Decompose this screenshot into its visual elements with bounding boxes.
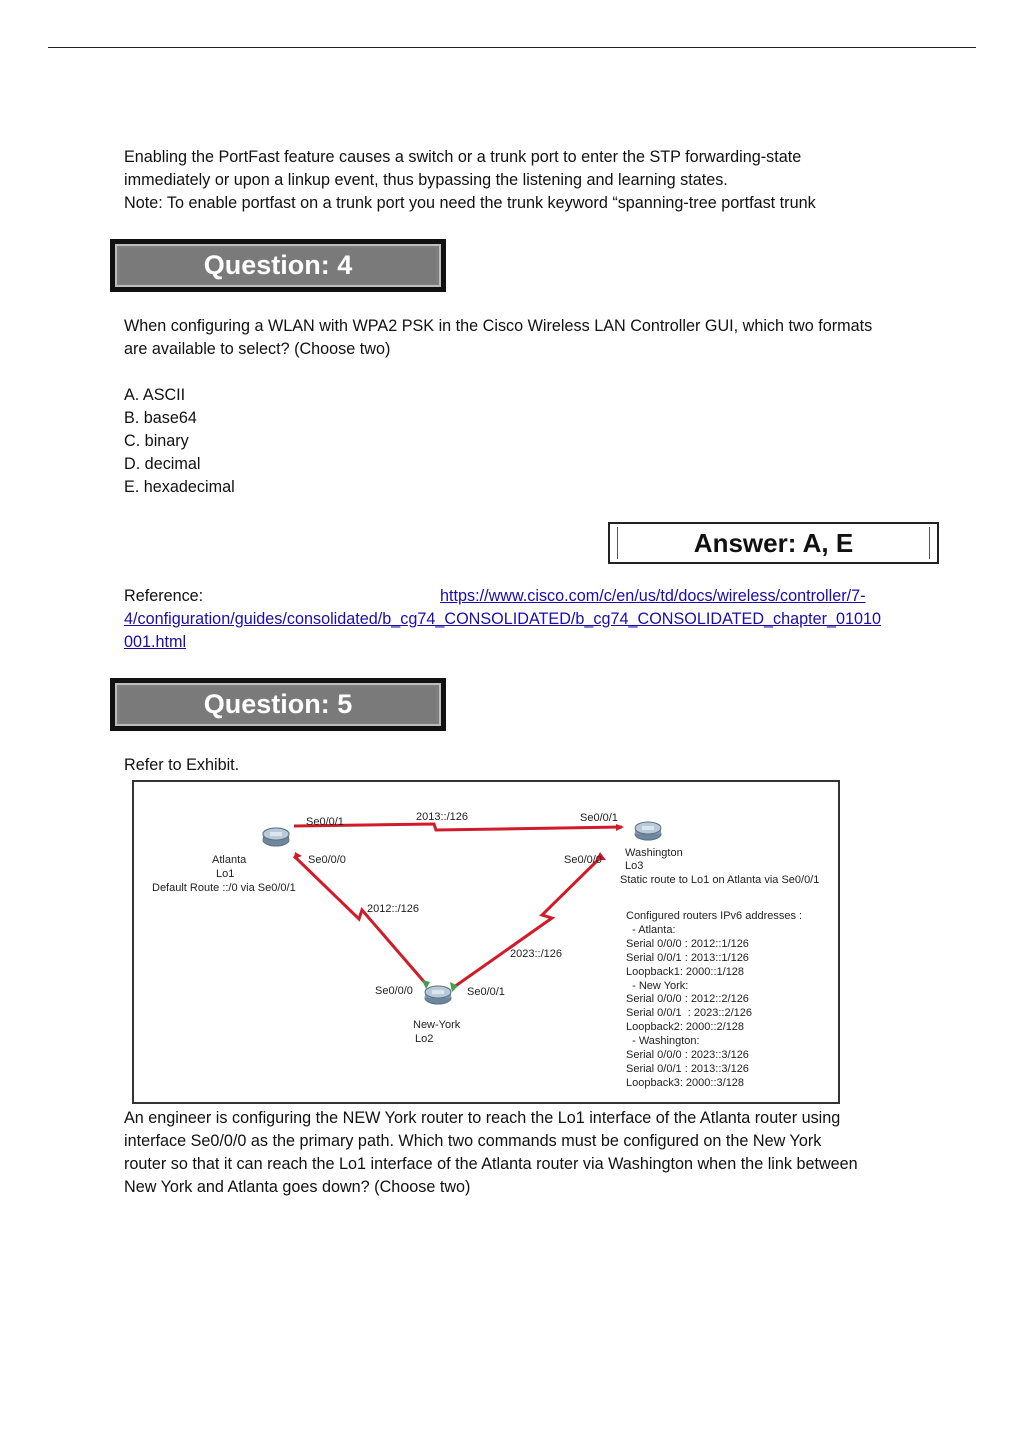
atlanta-default-route: Default Route ::/0 via Se0/0/1 — [152, 882, 296, 894]
question-5-line-3: router so that it can reach the Lo1 interface of the Atlanta router via Washington when the link between — [124, 1155, 858, 1173]
intro-note: Note: To enable portfast on a trunk port you need the trunk keyword “spanning-tree portfast trunk — [124, 194, 816, 212]
reference-link-part-2[interactable]: 4/configuration/guides/consolidated/b_cg74_CONSOLIDATED/b_cg74_CONSOLIDATED_chapter_01010 — [124, 610, 882, 628]
atlanta-name: Atlanta — [212, 854, 247, 866]
link-newyork-washington — [454, 858, 600, 987]
link-top-label: 2013::/126 — [416, 811, 468, 823]
newyork-se00-label: Se0/0/0 — [375, 985, 413, 997]
option-b: B. base64 — [124, 409, 197, 427]
config-line: - Atlanta: — [626, 924, 676, 936]
atlanta-se01-label: Se0/0/1 — [306, 816, 344, 828]
reference-link-part-3[interactable]: 001.html — [124, 633, 187, 651]
config-line: Serial 0/0/1 : 2023::2/126 — [626, 1007, 752, 1019]
refer-text: Refer to Exhibit. — [124, 756, 240, 774]
option-a: A. ASCII — [124, 386, 186, 404]
network-exhibit — [132, 780, 840, 1104]
question-4-line-1: When configuring a WLAN with WPA2 PSK in the Cisco Wireless LAN Controller GUI, which two formats — [124, 317, 873, 335]
config-line: Loopback1: 2000::1/128 — [626, 966, 745, 978]
link-right-label: 2023::/126 — [510, 948, 562, 960]
header-rule — [48, 47, 976, 48]
config-line: Loopback2: 2000::2/128 — [626, 1021, 745, 1033]
intro-line-1: Enabling the PortFast feature causes a switch or a trunk port to enter the STP forwarding-state — [124, 148, 802, 166]
config-line: Serial 0/0/0 : 2012::2/126 — [626, 993, 749, 1005]
question-5-line-4: New York and Atlanta goes down? (Choose two) — [124, 1178, 471, 1196]
washington-static-route: Static route to Lo1 on Atlanta via Se0/0/1 — [620, 874, 820, 886]
question-5-banner — [110, 678, 446, 731]
atlanta-se00-label: Se0/0/0 — [308, 854, 346, 866]
question-5-text — [124, 1107, 934, 1199]
config-line: Loopback3: 2000::3/128 — [626, 1077, 745, 1089]
washington-se01-label: Se0/0/1 — [580, 812, 618, 824]
washington-name: Washington — [625, 847, 683, 859]
question-5-line-2: interface Se0/0/0 as the primary path. Which two commands must be configured on the New York — [124, 1132, 822, 1150]
question-4-banner — [110, 239, 446, 292]
interface-marker-icon — [616, 824, 624, 831]
newyork-name: New-York — [413, 1019, 461, 1031]
question-5-heading: Question: 5 — [203, 689, 353, 719]
config-line: - New York: — [626, 980, 689, 992]
atlanta-loopback: Lo1 — [216, 868, 235, 880]
newyork-loopback: Lo2 — [415, 1033, 434, 1045]
config-line: - Washington: — [626, 1035, 700, 1047]
config-line: Serial 0/0/1 : 2013::3/126 — [626, 1063, 749, 1075]
reference-label: Reference: — [124, 587, 204, 605]
reference-block — [124, 585, 934, 654]
reference-link-part-1[interactable]: https://www.cisco.com/c/en/us/td/docs/wireless/controller/7- — [440, 587, 866, 605]
router-atlanta-icon — [263, 828, 289, 846]
link-atlanta-newyork — [294, 856, 426, 984]
option-e: E. hexadecimal — [124, 478, 235, 496]
router-newyork-icon — [425, 986, 451, 1004]
question-4-options — [124, 384, 934, 499]
intro-paragraph — [124, 146, 934, 215]
topology-diagram — [134, 782, 838, 1102]
router-washington-icon — [635, 822, 661, 840]
question-4-heading: Question: 4 — [203, 250, 353, 280]
washington-se00-label: Se0/0/0 — [564, 854, 602, 866]
option-d: D. decimal — [124, 455, 201, 473]
config-line: Serial 0/0/0 : 2023::3/126 — [626, 1049, 749, 1061]
answer-box — [608, 522, 939, 564]
config-line: Serial 0/0/0 : 2012::1/126 — [626, 938, 749, 950]
option-c: C. binary — [124, 432, 189, 450]
question-4-line-2: are available to select? (Choose two) — [124, 340, 391, 358]
intro-line-2: immediately or upon a linkup event, thus bypassing the listening and learning states. — [124, 171, 728, 189]
config-line: Configured routers IPv6 addresses : — [626, 910, 803, 922]
config-line: Serial 0/0/1 : 2013::1/126 — [626, 952, 749, 964]
question-4-text — [124, 315, 934, 361]
ipv6-address-list — [626, 910, 802, 1089]
newyork-se01-label: Se0/0/1 — [467, 986, 505, 998]
washington-loopback: Lo3 — [625, 860, 644, 872]
answer-text: Answer: A, E — [693, 527, 854, 558]
refer-to-exhibit — [124, 754, 934, 777]
link-left-label: 2012::/126 — [367, 903, 419, 915]
question-5-line-1: An engineer is configuring the NEW York router to reach the Lo1 interface of the Atlanta router using — [124, 1109, 841, 1127]
